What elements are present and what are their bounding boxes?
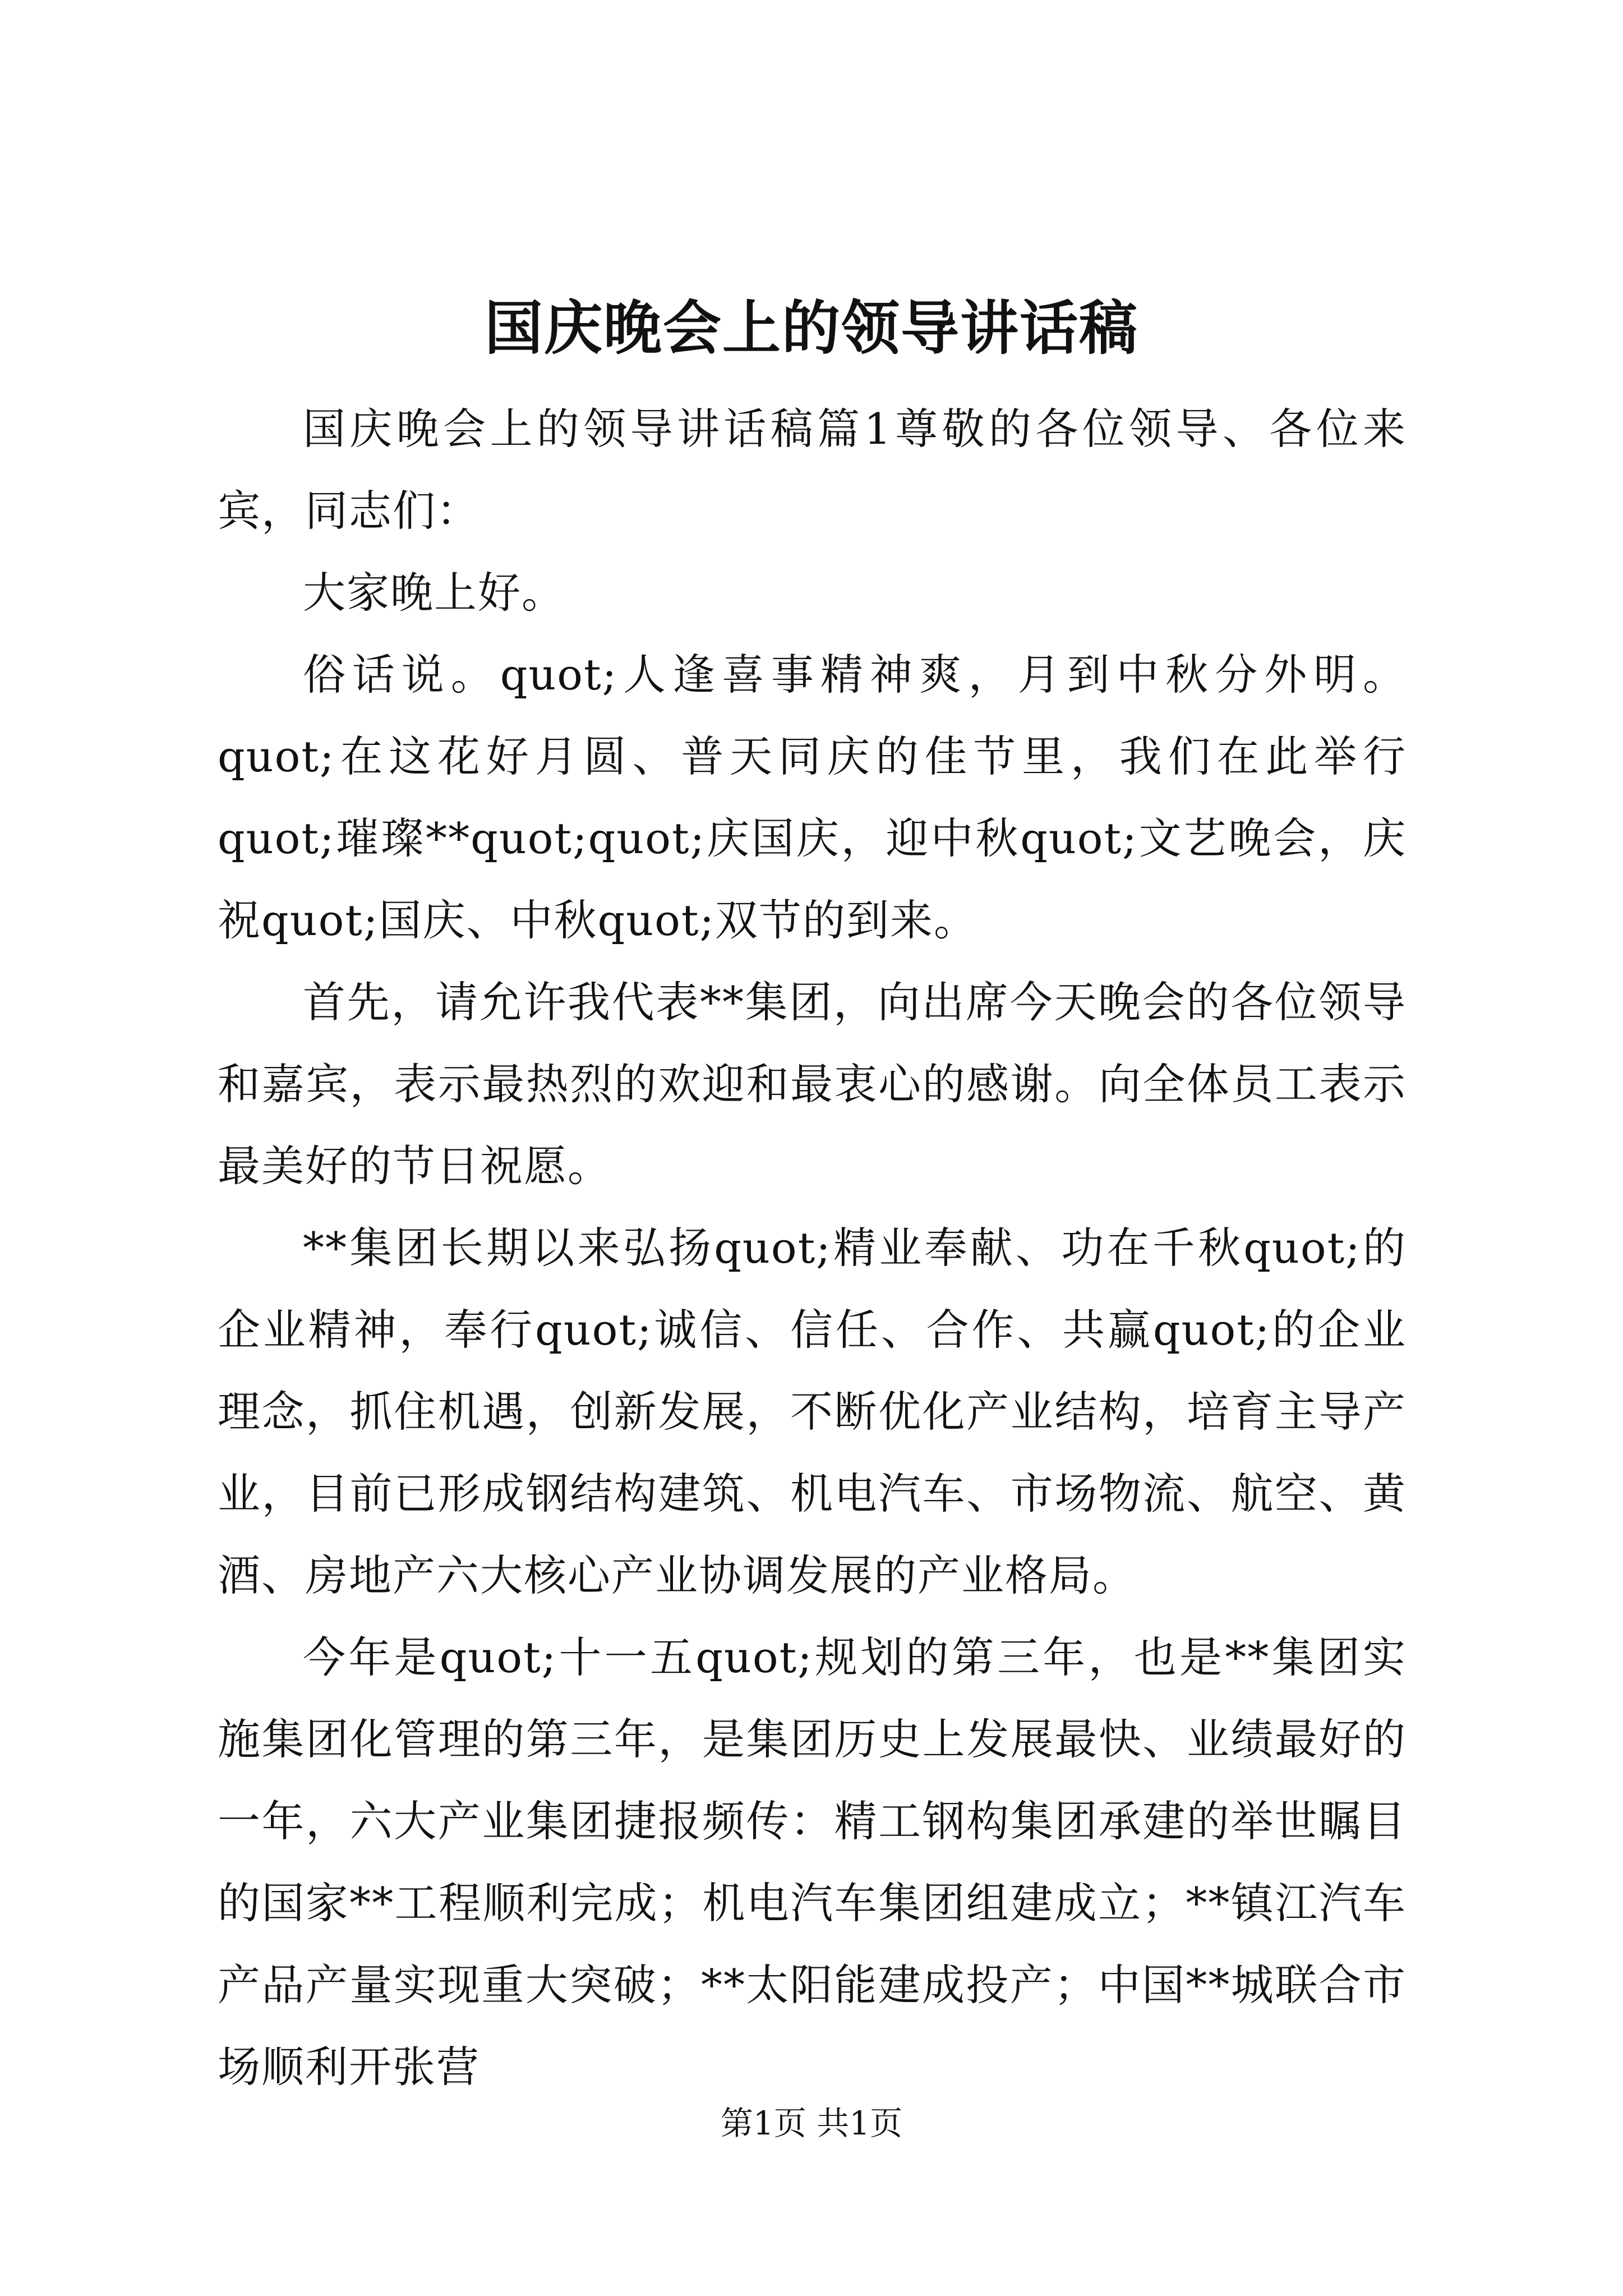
paragraph-proverb: 俗话说。quot;人逢喜事精神爽，月到中秋分外明。quot;在这花好月圆、普天同庆的佳节里，我们在此举行quot;璀璨**quot;quot;庆国庆，迎中秋quot;文艺晚会，庆祝quot;国庆、中秋quot;双节的到来。 (218, 650, 1407, 945)
document-body (218, 388, 1407, 2108)
paragraph-achievements: 今年是quot;十一五quot;规划的第三年，也是**集团实施集团化管理的第三年，是集团历史上发展最快、业绩最好的一年，六大产业集团捷报频传：精工钢构集团承建的举世瞩目的国家**工程顺利完成；机电汽车集团组建成立；**镇江汽车产品产量实现重大突破；**太阳能建成投产；中国**城联合市场顺利开张营 (218, 1632, 1407, 2092)
paragraph-greeting: 国庆晚会上的领导讲话稿篇1尊敬的各位领导、各位来宾，同志们： (218, 404, 1407, 536)
paragraph-good-evening: 大家晚上好。 (303, 568, 565, 618)
page-footer: 第1页 共1页 (720, 2104, 903, 2142)
paragraph-welcome: 首先，请允许我代表**集团，向出席今天晚会的各位领导和嘉宾，表示最热烈的欢迎和最衷心的感谢。向全体员工表示最美好的节日祝愿。 (218, 977, 1407, 1191)
document-title: 国庆晚会上的领导讲话稿 (484, 293, 1138, 362)
paragraph-group-spirit: **集团长期以来弘扬quot;精业奉献、功在千秋quot;的企业精神，奉行quot;诚信、信任、合作、共赢quot;的企业理念，抓住机遇，创新发展，不断优化产业结构，培育主导产业，目前已形成钢结构建筑、机电汽车、市场物流、航空、黄酒、房地产六大核心产业协调发展的产业格局。 (218, 1223, 1407, 1600)
